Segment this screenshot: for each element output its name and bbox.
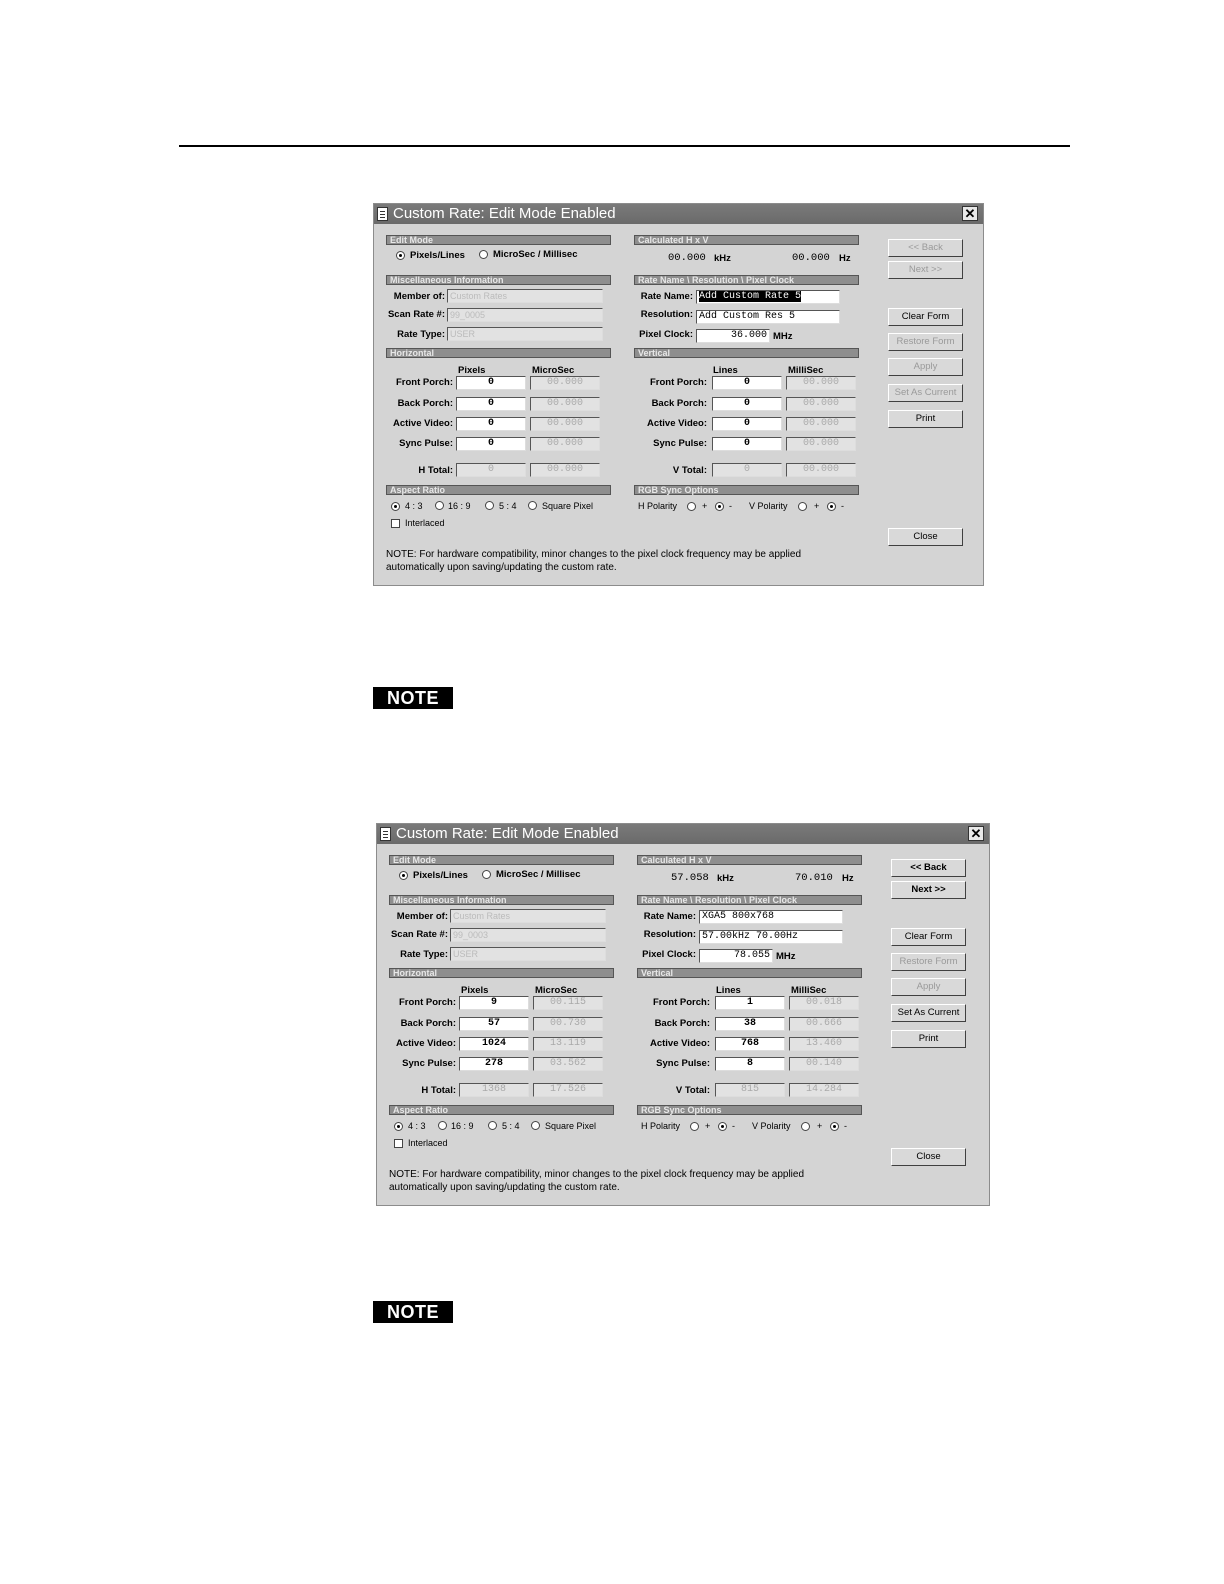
aspect-5-4-radio[interactable]: [488, 1121, 497, 1130]
rate-name-selection: Add Custom Rate 5: [699, 291, 802, 302]
interlaced-checkbox[interactable]: [391, 519, 400, 528]
aspect-4-3-label: 4 : 3: [405, 501, 423, 511]
calc-hz-value: 70.010: [795, 872, 833, 884]
v-back-porch-label: Back Porch:: [654, 1018, 710, 1029]
h-total-pixels: 1368: [459, 1083, 529, 1097]
rate-name-label: Rate Name:: [643, 911, 696, 922]
h-back-porch-input[interactable]: 57: [459, 1017, 529, 1031]
rate-name-header: Rate Name \ Resolution \ Pixel Clock: [634, 275, 859, 285]
h-front-porch-label: Front Porch:: [396, 377, 453, 388]
h-sync-pulse-input[interactable]: 0: [456, 437, 526, 451]
v-active-video-time: 00.000: [786, 417, 856, 431]
pixel-clock-unit: MHz: [773, 331, 793, 342]
calculated-header: Calculated H x V: [634, 235, 859, 245]
v-sync-pulse-time: 00.140: [789, 1057, 859, 1071]
h-front-porch-input[interactable]: 9: [459, 996, 529, 1010]
v-total-label: V Total:: [675, 1085, 710, 1096]
horizontal-header: Horizontal: [389, 968, 614, 978]
interlaced-checkbox[interactable]: [394, 1139, 403, 1148]
document-icon: [377, 207, 388, 221]
v-polarity-plus-label: +: [814, 501, 820, 511]
aspect-ratio-header: Aspect Ratio: [389, 1105, 614, 1115]
print-button[interactable]: Print: [891, 1030, 966, 1048]
v-total-millisec: 14.284: [789, 1083, 859, 1097]
pixel-clock-note: NOTE: For hardware compatibility, minor changes to the pixel clock frequency may be applied automatically upon saving/updating the custom rate.: [386, 549, 802, 573]
aspect-5-4-label: 5 : 4: [499, 501, 517, 511]
member-of-label: Member of:: [396, 911, 448, 922]
scan-rate-label: Scan Rate #:: [390, 929, 448, 940]
microsec-label: MicroSec / Millisec: [493, 249, 578, 260]
misc-info-header: Miscellaneous Information: [386, 275, 611, 285]
h-back-porch-label: Back Porch:: [397, 398, 453, 409]
h-total-microsec: 17.526: [533, 1083, 603, 1097]
microsec-column-header: MicroSec: [532, 365, 575, 376]
pixel-clock-label: Pixel Clock:: [639, 329, 693, 340]
vertical-header: Vertical: [637, 968, 862, 978]
horizontal-header: Horizontal: [386, 348, 611, 358]
v-active-video-label: Active Video:: [646, 418, 707, 429]
h-sync-pulse-label: Sync Pulse:: [399, 438, 453, 449]
rate-type-field: USER: [447, 327, 603, 341]
rate-name-header: Rate Name \ Resolution \ Pixel Clock: [637, 895, 862, 905]
v-active-video-input[interactable]: 0: [712, 417, 782, 431]
v-back-porch-time: 00.666: [789, 1017, 859, 1031]
set-as-current-button[interactable]: Set As Current: [888, 384, 963, 402]
h-polarity-minus-label: -: [732, 1121, 735, 1131]
resolution-label: Resolution:: [643, 929, 696, 940]
misc-info-header: Miscellaneous Information: [389, 895, 614, 905]
calc-hz-unit: Hz: [842, 873, 854, 884]
v-polarity-minus-label: -: [844, 1121, 847, 1131]
pixels-lines-radio[interactable]: [396, 251, 405, 260]
v-active-video-time: 13.460: [789, 1037, 859, 1051]
square-pixel-radio[interactable]: [531, 1121, 540, 1130]
member-of-field: Custom Rates: [447, 289, 603, 303]
document-icon: [380, 827, 391, 841]
h-polarity-plus-radio[interactable]: [690, 1122, 699, 1131]
rate-type-label: Rate Type:: [400, 949, 448, 960]
h-total-microsec: 00.000: [530, 463, 600, 477]
rate-name-input[interactable]: XGA5 800x768: [699, 910, 843, 924]
close-button[interactable]: Close: [888, 528, 963, 546]
h-polarity-label: H Polarity: [641, 1121, 681, 1131]
header-rule: [179, 145, 1070, 147]
aspect-16-9-radio[interactable]: [438, 1121, 447, 1130]
next-button[interactable]: Next >>: [891, 881, 966, 899]
aspect-ratio-header: Aspect Ratio: [386, 485, 611, 495]
rate-name-label: Rate Name:: [640, 291, 693, 302]
pixel-clock-unit: MHz: [776, 951, 796, 962]
aspect-16-9-label: 16 : 9: [448, 501, 471, 511]
millisec-column-header: MilliSec: [788, 365, 824, 376]
edit-mode-header: Edit Mode: [389, 855, 614, 865]
close-icon[interactable]: ✕: [968, 826, 984, 841]
h-sync-pulse-label: Sync Pulse:: [402, 1058, 456, 1069]
h-front-porch-time: 00.115: [533, 996, 603, 1010]
v-active-video-input[interactable]: 768: [715, 1037, 785, 1051]
v-front-porch-input[interactable]: 1: [715, 996, 785, 1010]
v-sync-pulse-label: Sync Pulse:: [656, 1058, 710, 1069]
h-back-porch-time: 00.730: [533, 1017, 603, 1031]
v-sync-pulse-time: 00.000: [786, 437, 856, 451]
pixels-column-header: Pixels: [458, 365, 486, 376]
h-total-pixels: 0: [456, 463, 526, 477]
v-total-lines: 0: [712, 463, 782, 477]
set-as-current-button[interactable]: Set As Current: [891, 1004, 966, 1022]
member-of-field: Custom Rates: [450, 909, 606, 923]
pixel-clock-note: NOTE: For hardware compatibility, minor changes to the pixel clock frequency may be applied automatically upon saving/updating the custom rate.: [389, 1169, 805, 1193]
back-button[interactable]: << Back: [888, 239, 963, 257]
h-polarity-plus-radio[interactable]: [687, 502, 696, 511]
aspect-4-3-radio[interactable]: [394, 1122, 403, 1131]
rate-type-field: USER: [450, 947, 606, 961]
aspect-5-4-label: 5 : 4: [502, 1121, 520, 1131]
v-total-lines: 815: [715, 1083, 785, 1097]
v-front-porch-label: Front Porch:: [650, 377, 707, 388]
pixels-lines-label: Pixels/Lines: [413, 870, 468, 881]
calc-khz-unit: kHz: [717, 873, 734, 884]
h-active-video-label: Active Video:: [395, 1038, 456, 1049]
close-icon[interactable]: ✕: [962, 206, 978, 221]
calc-khz-value: 57.058: [671, 872, 709, 884]
dialog-title: Custom Rate: Edit Mode Enabled: [393, 205, 616, 222]
resolution-input[interactable]: Add Custom Res 5: [696, 310, 840, 324]
custom-rate-dialog-1: [373, 203, 984, 586]
clear-form-button[interactable]: Clear Form: [891, 928, 966, 946]
h-polarity-plus-label: +: [705, 1121, 711, 1131]
calculated-header: Calculated H x V: [637, 855, 862, 865]
pixel-clock-label: Pixel Clock:: [642, 949, 696, 960]
square-pixel-label: Square Pixel: [542, 501, 594, 511]
v-polarity-plus-radio[interactable]: [801, 1122, 810, 1131]
aspect-4-3-label: 4 : 3: [408, 1121, 426, 1131]
h-sync-pulse-input[interactable]: 278: [459, 1057, 529, 1071]
calc-khz-unit: kHz: [714, 253, 731, 264]
v-polarity-plus-radio[interactable]: [798, 502, 807, 511]
aspect-16-9-label: 16 : 9: [451, 1121, 474, 1131]
title-bar: [377, 824, 989, 844]
resolution-label: Resolution:: [640, 309, 693, 320]
microsec-label: MicroSec / Millisec: [496, 869, 581, 880]
v-back-porch-input[interactable]: 0: [712, 397, 782, 411]
v-sync-pulse-input[interactable]: 8: [715, 1057, 785, 1071]
close-button[interactable]: Close: [891, 1148, 966, 1166]
calc-hz-unit: Hz: [839, 253, 851, 264]
h-polarity-minus-radio[interactable]: [718, 1122, 727, 1131]
custom-rate-dialog-2: [376, 823, 990, 1206]
v-front-porch-time: 00.018: [789, 996, 859, 1010]
resolution-input[interactable]: 57.00kHz 70.00Hz: [699, 930, 843, 944]
next-button[interactable]: Next >>: [888, 261, 963, 279]
scan-rate-label: Scan Rate #:: [387, 309, 445, 320]
v-total-label: V Total:: [672, 465, 707, 476]
rate-name-input[interactable]: [696, 290, 840, 304]
h-front-porch-label: Front Porch:: [399, 997, 456, 1008]
restore-form-button[interactable]: Restore Form: [891, 953, 966, 971]
aspect-16-9-radio[interactable]: [435, 501, 444, 510]
h-sync-pulse-time: 03.562: [533, 1057, 603, 1071]
print-button[interactable]: Print: [888, 410, 963, 428]
v-back-porch-input[interactable]: 38: [715, 1017, 785, 1031]
lines-column-header: Lines: [713, 365, 738, 376]
calc-hz-value: 00.000: [792, 252, 830, 264]
aspect-5-4-radio[interactable]: [485, 501, 494, 510]
v-back-porch-time: 00.000: [786, 397, 856, 411]
microsec-radio[interactable]: [479, 250, 488, 259]
clear-form-button[interactable]: Clear Form: [888, 308, 963, 326]
v-total-millisec: 00.000: [786, 463, 856, 477]
dialog-title: Custom Rate: Edit Mode Enabled: [396, 825, 619, 842]
apply-button[interactable]: Apply: [891, 978, 966, 996]
title-bar: [374, 204, 983, 224]
h-back-porch-time: 00.000: [530, 397, 600, 411]
interlaced-label: Interlaced: [408, 1138, 448, 1148]
h-polarity-minus-label: -: [729, 501, 732, 511]
h-sync-pulse-time: 00.000: [530, 437, 600, 451]
interlaced-label: Interlaced: [405, 518, 445, 528]
square-pixel-label: Square Pixel: [545, 1121, 597, 1131]
v-polarity-plus-label: +: [817, 1121, 823, 1131]
v-polarity-minus-radio[interactable]: [827, 502, 836, 511]
v-front-porch-label: Front Porch:: [653, 997, 710, 1008]
scan-rate-field: 99_0005: [447, 308, 603, 322]
h-active-video-time: 00.000: [530, 417, 600, 431]
h-polarity-label: H Polarity: [638, 501, 678, 511]
pixels-column-header: Pixels: [461, 985, 489, 996]
scan-rate-field: 99_0003: [450, 928, 606, 942]
v-polarity-label: V Polarity: [749, 501, 788, 511]
v-polarity-minus-radio[interactable]: [830, 1122, 839, 1131]
h-front-porch-time: 00.000: [530, 376, 600, 390]
rgb-sync-header: RGB Sync Options: [634, 485, 859, 495]
pixels-lines-label: Pixels/Lines: [410, 250, 465, 261]
rgb-sync-header: RGB Sync Options: [637, 1105, 862, 1115]
member-of-label: Member of:: [393, 291, 445, 302]
pixels-lines-radio[interactable]: [399, 871, 408, 880]
microsec-column-header: MicroSec: [535, 985, 578, 996]
note-badge-2: NOTE: [373, 1301, 453, 1323]
apply-button[interactable]: Apply: [888, 358, 963, 376]
h-active-video-time: 13.119: [533, 1037, 603, 1051]
v-front-porch-time: 00.000: [786, 376, 856, 390]
note-badge-1: NOTE: [373, 687, 453, 709]
h-back-porch-label: Back Porch:: [400, 1018, 456, 1029]
back-button[interactable]: << Back: [891, 859, 966, 877]
h-total-label: H Total:: [421, 1085, 456, 1096]
edit-mode-header: Edit Mode: [386, 235, 611, 245]
v-polarity-minus-label: -: [841, 501, 844, 511]
h-front-porch-input[interactable]: 0: [456, 376, 526, 390]
h-back-porch-input[interactable]: 0: [456, 397, 526, 411]
h-polarity-plus-label: +: [702, 501, 708, 511]
pixel-clock-input[interactable]: 78.055: [699, 949, 773, 963]
pixel-clock-input[interactable]: 36.000: [696, 329, 770, 343]
h-active-video-input[interactable]: 1024: [459, 1037, 529, 1051]
rate-type-label: Rate Type:: [397, 329, 445, 340]
restore-form-button[interactable]: Restore Form: [888, 333, 963, 351]
v-front-porch-input[interactable]: 0: [712, 376, 782, 390]
aspect-4-3-radio[interactable]: [391, 502, 400, 511]
h-polarity-minus-radio[interactable]: [715, 502, 724, 511]
vertical-header: Vertical: [634, 348, 859, 358]
v-back-porch-label: Back Porch:: [651, 398, 707, 409]
v-polarity-label: V Polarity: [752, 1121, 791, 1131]
microsec-radio[interactable]: [482, 870, 491, 879]
calc-khz-value: 00.000: [668, 252, 706, 264]
square-pixel-radio[interactable]: [528, 501, 537, 510]
v-active-video-label: Active Video:: [649, 1038, 710, 1049]
h-active-video-input[interactable]: 0: [456, 417, 526, 431]
h-total-label: H Total:: [418, 465, 453, 476]
lines-column-header: Lines: [716, 985, 741, 996]
v-sync-pulse-label: Sync Pulse:: [653, 438, 707, 449]
v-sync-pulse-input[interactable]: 0: [712, 437, 782, 451]
millisec-column-header: MilliSec: [791, 985, 827, 996]
h-active-video-label: Active Video:: [392, 418, 453, 429]
